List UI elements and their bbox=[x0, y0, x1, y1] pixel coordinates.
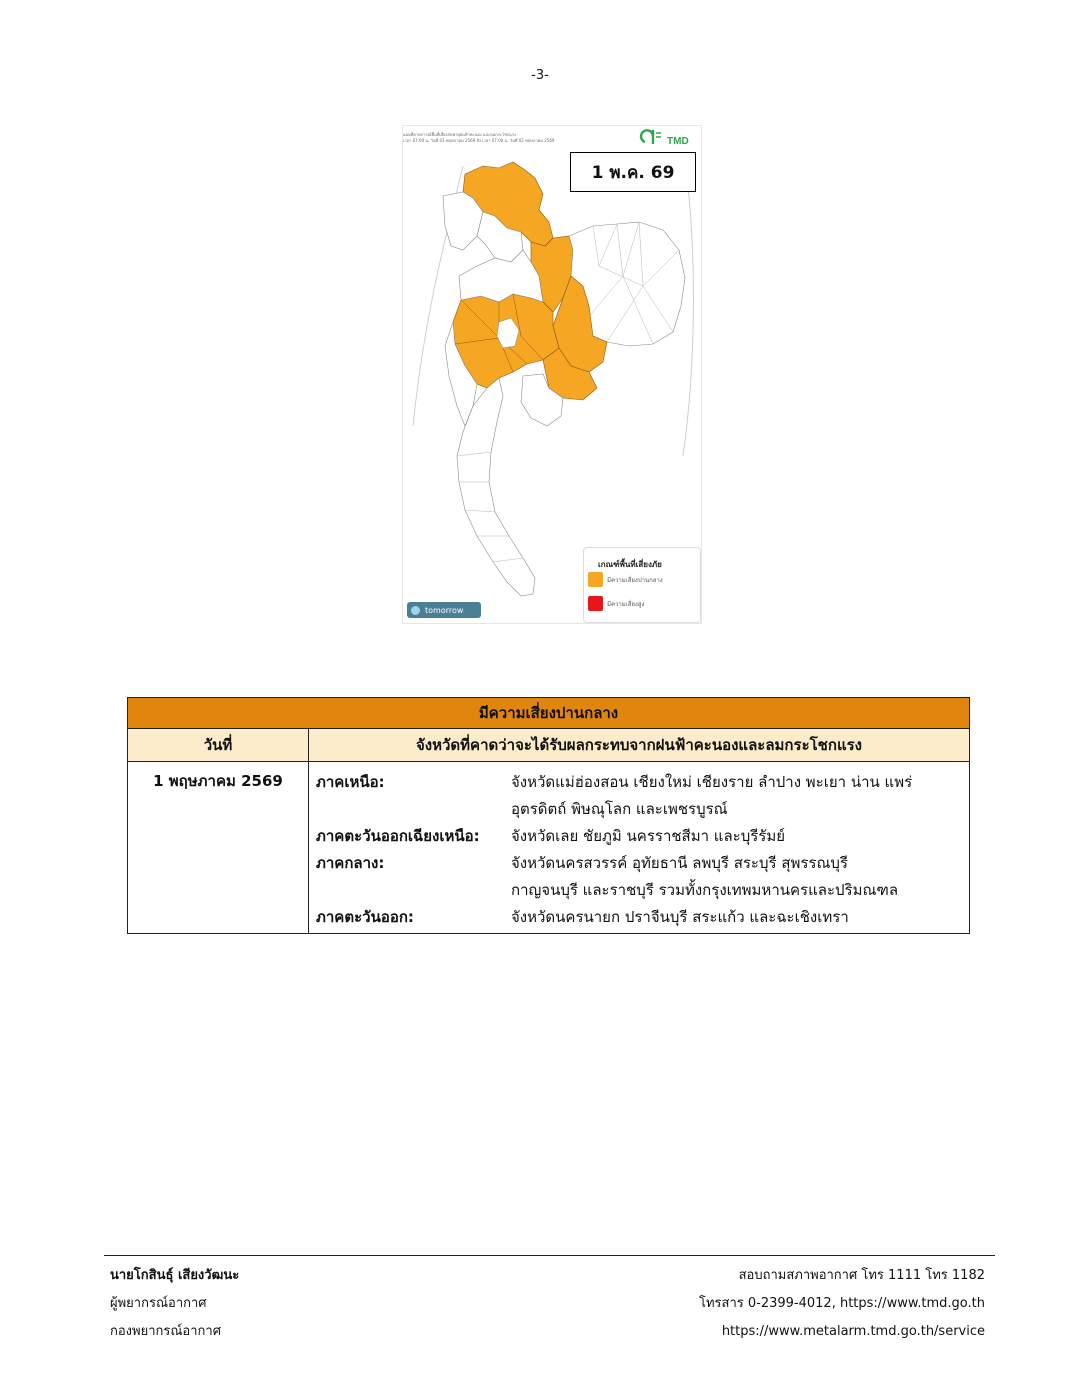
contact-url: https://www.metalarm.tmd.go.th/service bbox=[721, 1324, 985, 1339]
map-legend bbox=[583, 547, 701, 623]
region-central-entry: ภาคกลาง: จังหวัดนครสวรรค์ อุทัยธานี ลพบุรี สระบุรี สุพรรณบุรี กาญจนบุรี และราชบุรี รวมทั้งกรุงเทพมหานครและปริมณฑล bbox=[316, 854, 899, 899]
column-header-date: วันที่ bbox=[128, 729, 309, 762]
svg-text:TMD: TMD bbox=[667, 136, 689, 147]
page-number: -3- bbox=[531, 68, 549, 83]
risk-map-figure bbox=[402, 125, 702, 624]
region-north-entry: ภาคเหนือ: จังหวัดแม่ฮ่องสอน เชียงใหม่ เชียงราย ลำปาง พะเยา น่าน แพร่ อุตรดิตถ์ พิษณุโลก และเพชรบูรณ์ bbox=[316, 773, 913, 818]
tomorrow-logo-icon bbox=[411, 606, 420, 615]
legend-title: เกณฑ์พื้นที่เสี่ยงภัย bbox=[598, 560, 662, 569]
tmd-logo bbox=[639, 128, 691, 150]
risk-level-header: มีความเสี่ยงปานกลาง bbox=[128, 698, 970, 729]
footer-contact bbox=[699, 1262, 985, 1346]
map-date-label: 1 พ.ค. 69 bbox=[570, 152, 696, 192]
forecaster-division: กองพยากรณ์อากาศ bbox=[110, 1324, 221, 1339]
footer-divider bbox=[104, 1255, 995, 1256]
contact-phone: สอบถามสภาพอากาศ โทร 1111 โทร 1182 bbox=[738, 1268, 985, 1283]
region-east-entry: ภาคตะวันออก: จังหวัดนครนายก ปราจีนบุรี สระแก้ว และฉะเชิงเทรา bbox=[316, 908, 849, 926]
forecaster-position: ผู้พยากรณ์อากาศ bbox=[110, 1296, 207, 1311]
legend-swatch-high bbox=[588, 596, 603, 611]
column-header-provinces: จังหวัดที่คาดว่าจะได้รับผลกระทบจากฝนฟ้าคะนองและลมกระโชกแรง bbox=[309, 729, 970, 762]
provinces-cell bbox=[309, 762, 970, 934]
legend-item-high: มีความเสี่ยงสูง bbox=[588, 596, 644, 611]
date-cell: 1 พฤษภาคม 2569 bbox=[128, 762, 309, 934]
legend-item-moderate: มีความเสี่ยงปานกลาง bbox=[588, 572, 663, 587]
region-northeast-entry: ภาคตะวันออกเฉียงเหนือ: จังหวัดเลย ชัยภูมิ นครราชสีมา และบุรีรัมย์ bbox=[316, 827, 786, 845]
footer-signature bbox=[110, 1262, 239, 1346]
map-header: แผนที่คาดการณ์พื้นที่เสี่ยงภัยพายุฝนฟ้าคะนอง และลมกระโชกแรง เวลา 07:00 น. วันที่ 01 พฤษภาคม 2569 ถึง เวลา 07:00 น. วันที่ 02 พฤษภาคม 2569 bbox=[403, 132, 555, 143]
tomorrow-badge: tomorrow bbox=[407, 602, 481, 618]
legend-swatch-moderate bbox=[588, 572, 603, 587]
contact-fax: โทรสาร 0-2399-4012, https://www.tmd.go.th bbox=[699, 1296, 985, 1311]
forecaster-name: นายโกสินธุ์ เสียงวัฒนะ bbox=[110, 1268, 240, 1283]
risk-table bbox=[127, 697, 970, 934]
table-row bbox=[128, 762, 970, 934]
